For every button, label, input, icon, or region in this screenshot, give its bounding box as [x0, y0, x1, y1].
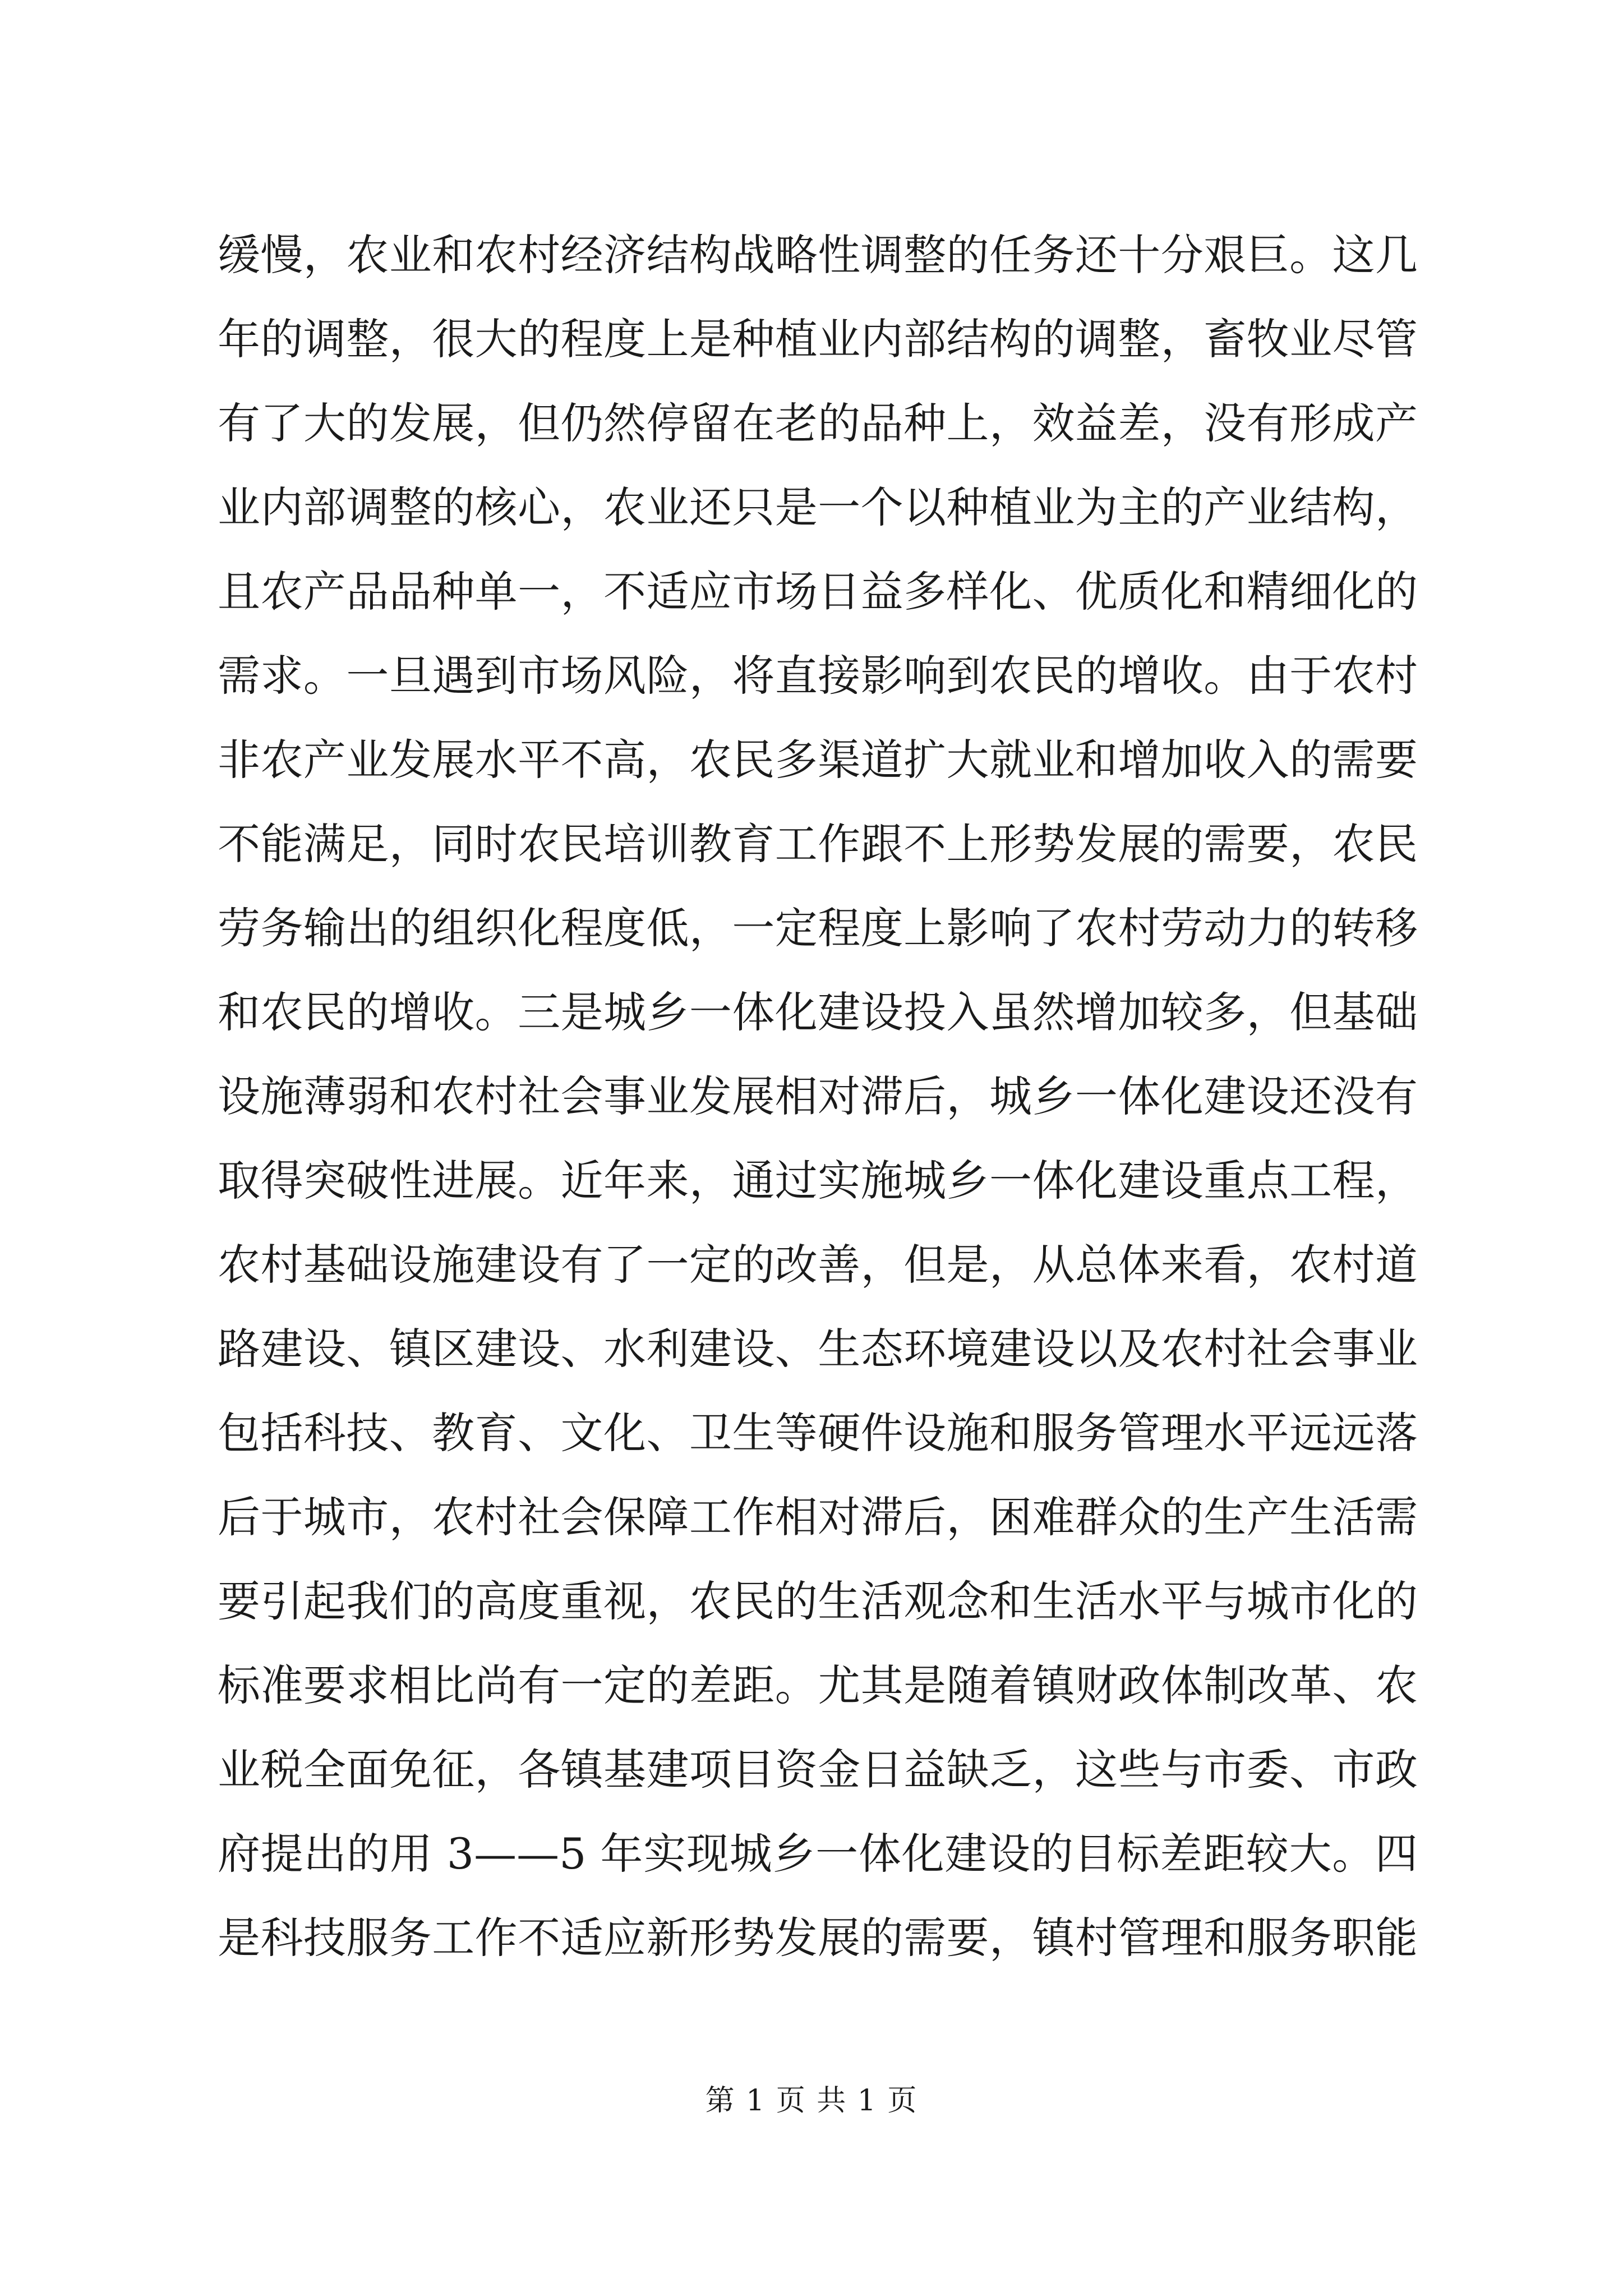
text-line: 需求。一旦遇到市场风险，将直接影响到农民的增收。由于农村: [218, 651, 1418, 701]
text-line: 和农民的增收。三是城乡一体化建设投入虽然增加较多，但基础: [218, 987, 1418, 1037]
text-line: 府提出的用 3——5 年实现城乡一体化建设的目标差距较大。四: [218, 1829, 1418, 1879]
page-number-footer: 第 1 页 共 1 页: [705, 2084, 918, 2118]
text-line: 取得突破性进展。近年来，通过实施城乡一体化建设重点工程，: [218, 1156, 1418, 1205]
text-line: 后于城市，农村社会保障工作相对滞后，困难群众的生产生活需: [218, 1492, 1418, 1542]
text-line: 包括科技、教育、文化、卫生等硬件设施和服务管理水平远远落: [218, 1408, 1418, 1458]
body-paragraph: [218, 213, 1418, 1980]
text-line: 业内部调整的核心，农业还只是一个以种植业为主的产业结构，: [218, 482, 1418, 532]
text-line: 设施薄弱和农村社会事业发展相对滞后，城乡一体化建设还没有: [218, 1071, 1418, 1121]
text-line: 缓慢，农业和农村经济结构战略性调整的任务还十分艰巨。这几: [218, 230, 1418, 280]
text-line: 要引起我们的高度重视，农民的生活观念和生活水平与城市化的: [218, 1576, 1418, 1626]
text-line: 且农产品品种单一，不适应市场日益多样化、优质化和精细化的: [218, 567, 1418, 616]
text-line: 农村基础设施建设有了一定的改善，但是，从总体来看，农村道: [218, 1240, 1418, 1290]
text-line: 有了大的发展，但仍然停留在老的品种上，效益差，没有形成产: [218, 398, 1418, 448]
text-line: 年的调整，很大的程度上是种植业内部结构的调整，畜牧业尽管: [218, 314, 1418, 364]
text-line: 业税全面免征，各镇基建项目资金日益缺乏，这些与市委、市政: [218, 1745, 1418, 1795]
text-line: 是科技服务工作不适应新形势发展的需要，镇村管理和服务职能: [218, 1913, 1418, 1963]
text-line: 路建设、镇区建设、水利建设、生态环境建设以及农村社会事业: [218, 1324, 1418, 1374]
text-line: 不能满足，同时农民培训教育工作跟不上形势发展的需要，农民: [218, 819, 1418, 869]
text-line: 非农产业发展水平不高，农民多渠道扩大就业和增加收入的需要: [218, 735, 1418, 785]
text-line: 劳务输出的组织化程度低，一定程度上影响了农村劳动力的转移: [218, 903, 1418, 953]
text-line: 标准要求相比尚有一定的差距。尤其是随着镇财政体制改革、农: [218, 1660, 1418, 1710]
